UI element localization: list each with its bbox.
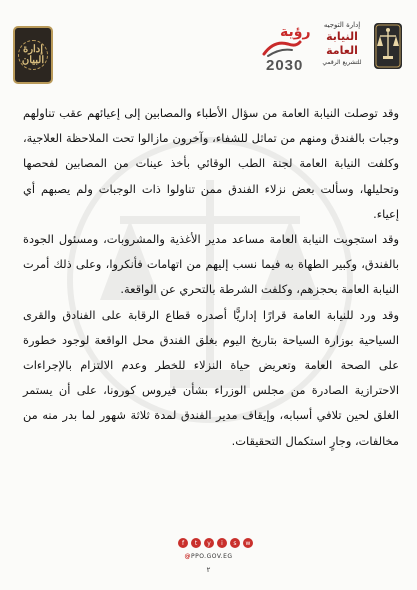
- twitter-icon[interactable]: t: [191, 538, 201, 548]
- page-number: ٢: [206, 566, 211, 574]
- scales-emblem-icon: [373, 22, 403, 70]
- public-prosecution-logo: [311, 20, 403, 78]
- org-name: [311, 20, 373, 67]
- org-line-3: للتشريع الرقمي: [322, 59, 362, 66]
- website-text: PPO.GOV.EG: [190, 553, 233, 560]
- org-line-1: إدارة التوجيه: [323, 21, 361, 29]
- youtube-icon[interactable]: y: [204, 538, 214, 548]
- whatsapp-icon[interactable]: w: [243, 538, 253, 548]
- page-footer: [0, 534, 417, 590]
- at-icon: @: [184, 553, 191, 560]
- facebook-icon[interactable]: f: [178, 538, 188, 548]
- vision-swoosh-icon: [262, 38, 302, 58]
- org-line-2: النيابة العامة: [326, 30, 358, 57]
- letterhead: [0, 0, 417, 95]
- logo-line-2: البيان: [21, 55, 45, 66]
- paragraph-3: وقد ورد للنيابة العامة قرارًا إداريًّا أصدره قطاع الرقابة على الفنادق والقرى السياحية بوزارة السياحة بتاريخ اليوم بغلق الفندق محل الواقعة لوجود خطورة على الصحة العامة وتعريض حياة النزلاء للخطر وعدم الالتزام بالإجراءات الاحترازية الصادرة من مجلس الوزراء بشأن فيروس كورونا، على أن يستمر الغلق لحين تلافي أسبابه، وإيقاف مدير الفندق لمدة ثلاثة شهور لما بدر منه من مخالفات، وجارٍ استكمال التحقيقات.: [23, 307, 399, 448]
- website-link[interactable]: [0, 553, 417, 560]
- vision-year: 2030: [266, 57, 304, 74]
- logo-ring: [18, 40, 48, 70]
- instagram-icon[interactable]: i: [217, 538, 227, 548]
- statement-body: [23, 101, 399, 454]
- logo-line-1: إدارة: [22, 44, 44, 55]
- paragraph-2: وقد استجوبت النيابة العامة مساعد مدير الأغذية والمشروبات، ومسئول الجودة بالفندق، وكبير الطهاة به فيما نسب إليهم من اتهامات فأنكروا، وعلى ذلك أمرت النيابة العامة بحجزهم، وكلفت الشرطة بالتحري عن الواقعة.: [23, 232, 399, 297]
- vision-word: رؤية: [280, 24, 311, 40]
- paragraph-1: وقد توصلت النيابة العامة من سؤال الأطباء والمصابين إلى إعيائهم عقب تناولهم وجبات بالفندق ومنهم من تماثل للشفاء، وآخرون مازالوا تحت الملاحظة العلاجية، وكلفت النيابة العامة لجنة الطب الوقائي بأخذ عينات من المصابين لفحصها وتحليلها، وسألت بعض نزلاء الفندق ممن تناولوا ذات الوجبات ولم يصبهم أي إعياء.: [23, 106, 399, 221]
- social-links: [178, 538, 253, 548]
- snapchat-icon[interactable]: s: [230, 538, 240, 548]
- media-department-logo: [13, 26, 53, 84]
